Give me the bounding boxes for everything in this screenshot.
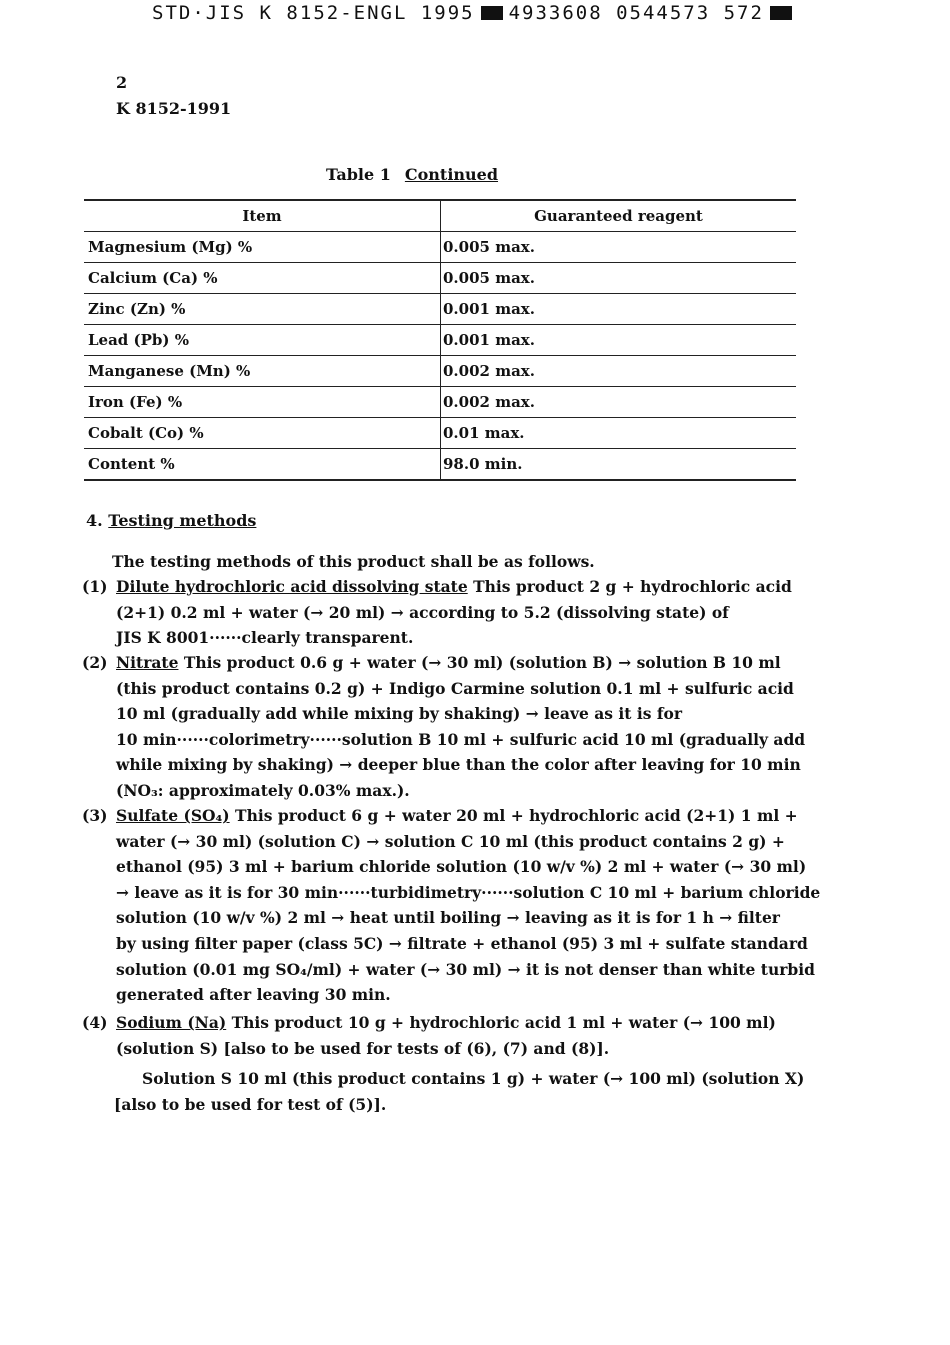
item-text-line: (2+1) 0.2 ml + water (→ 20 ml) → according to 5.2 (dissolving state) of: [116, 602, 729, 622]
page-number: 2: [116, 73, 128, 92]
section-heading: [86, 511, 256, 530]
black-block-mark: [770, 6, 792, 20]
item-text-line: JIS K 8001······clearly transparent.: [116, 628, 414, 648]
item-number: (3): [82, 806, 108, 825]
item-text-line: (solution S) [also to be used for tests of (6), (7) and (8)].: [116, 1038, 610, 1058]
table-row: [84, 356, 796, 387]
table-cell-item: Content %: [84, 449, 441, 481]
item-heading: Dilute hydrochloric acid dissolving state: [116, 577, 468, 596]
paragraph-line: Solution S 10 ml (this product contains 1 g) + water (→ 100 ml) (solution X): [142, 1069, 805, 1088]
table-cell-value: 98.0 min.: [441, 449, 797, 481]
table-caption-continued: Continued: [404, 165, 499, 184]
table-cell-value: 0.001 max.: [441, 325, 797, 356]
table-cell-value: 0.005 max.: [441, 232, 797, 263]
table-header-row: [84, 200, 796, 232]
test-item-3: [82, 803, 821, 1008]
item-text-line: This product 2 g + hydrochloric acid: [467, 577, 792, 596]
table-cell-value: 0.01 max.: [441, 418, 797, 449]
item-heading: Sulfate (SO₄): [116, 806, 230, 825]
table-cell-value: 0.005 max.: [441, 263, 797, 294]
table-caption-label: Table 1: [326, 165, 391, 184]
item-text-line: solution (10 w/v %) 2 ml → heat until boiling → leaving as it is for 1 h → filter: [116, 908, 780, 928]
table-cell-item: Iron (Fe) %: [84, 387, 441, 418]
item-text-line: water (→ 30 ml) (solution C) → solution C 10 ml (this product contains 2 g) +: [116, 831, 785, 851]
table-row: [84, 294, 796, 325]
item-text-line: by using filter paper (class 5C) → filtrate + ethanol (95) 3 ml + sulfate standard: [116, 933, 808, 953]
item-text-line: while mixing by shaking) → deeper blue than the color after leaving for 10 min: [116, 755, 801, 775]
item-text-line: (NO₃: approximately 0.03% max.).: [116, 780, 410, 800]
item-text-line: 10 ml (gradually add while mixing by shaking) → leave as it is for: [116, 704, 683, 724]
table-cell-item: Calcium (Ca) %: [84, 263, 441, 294]
test-item-2: [82, 650, 806, 804]
item-number: (1): [82, 577, 108, 596]
item-heading: Sodium (Na): [116, 1013, 227, 1032]
item-number: (2): [82, 653, 108, 672]
table-row: [84, 387, 796, 418]
column-header-item: Item: [84, 200, 441, 232]
section-title: Testing methods: [108, 511, 257, 530]
table-cell-item: Cobalt (Co) %: [84, 418, 441, 449]
item-text-line: This product 0.6 g + water (→ 30 ml) (solution B) → solution B 10 ml: [178, 653, 781, 672]
header-code-part2: 4933608 0544573 572: [508, 2, 764, 24]
table-cell-item: Manganese (Mn) %: [84, 356, 441, 387]
table-row: [84, 418, 796, 449]
table-cell-value: 0.002 max.: [441, 356, 797, 387]
item-text-line: 10 min······colorimetry······solution B 10 ml + sulfuric acid 10 ml (gradually add: [116, 729, 806, 749]
item-text-line: This product 6 g + water 20 ml + hydrochloric acid (2+1) 1 ml +: [229, 806, 798, 825]
black-block-mark: [481, 6, 503, 20]
paragraph-line: [also to be used for test of (5)].: [114, 1094, 387, 1114]
section-number: 4.: [86, 511, 103, 530]
standard-id: K 8152-1991: [116, 99, 232, 118]
item-text-line: This product 10 g + hydrochloric acid 1 ml + water (→ 100 ml): [226, 1013, 776, 1032]
table-caption: [326, 165, 498, 184]
table-cell-item: Lead (Pb) %: [84, 325, 441, 356]
test-item-4: [82, 1010, 802, 1061]
table-row: [84, 232, 796, 263]
solution-x-paragraph: [114, 1066, 814, 1117]
document-header-code: [0, 2, 950, 24]
table-row: [84, 325, 796, 356]
table-cell-item: Zinc (Zn) %: [84, 294, 441, 325]
table-row: [84, 449, 796, 481]
item-text-line: generated after leaving 30 min.: [116, 985, 391, 1005]
table-row: [84, 263, 796, 294]
table-cell-value: 0.001 max.: [441, 294, 797, 325]
test-item-1: [82, 574, 802, 651]
column-header-guaranteed-reagent: Guaranteed reagent: [441, 200, 797, 232]
table-cell-value: 0.002 max.: [441, 387, 797, 418]
table-cell-item: Magnesium (Mg) %: [84, 232, 441, 263]
item-heading: Nitrate: [116, 653, 179, 672]
specification-table: [84, 199, 796, 481]
item-number: (4): [82, 1013, 108, 1032]
section-intro: The testing methods of this product shall be as follows.: [112, 552, 595, 571]
header-code-part1: STD·JIS K 8152-ENGL 1995: [152, 2, 475, 24]
item-text-line: solution (0.01 mg SO₄/ml) + water (→ 30 ml) → it is not denser than white turbid: [116, 959, 815, 979]
item-text-line: ethanol (95) 3 ml + barium chloride solution (10 w/v %) 2 ml + water (→ 30 ml): [116, 857, 807, 877]
item-text-line: (this product contains 0.2 g) + Indigo Carmine solution 0.1 ml + sulfuric acid: [116, 678, 794, 698]
item-text-line: → leave as it is for 30 min······turbidimetry······solution C 10 ml + barium chloride: [116, 882, 821, 902]
